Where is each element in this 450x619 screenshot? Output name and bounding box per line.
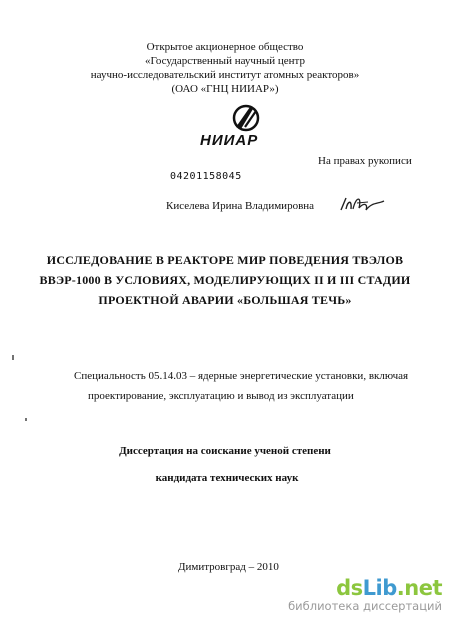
author-name: Киселева Ирина Владимировна: [166, 200, 315, 212]
city-year: Димитровград – 2010: [178, 561, 279, 573]
dissertation-title-line-1: ИССЛЕДОВАНИЕ В РЕАКТОРЕ МИР ПОВЕДЕНИЯ ТВЭЛОВ: [46, 253, 404, 267]
organization-line-4: (ОАО «ГНЦ НИИАР»): [171, 83, 279, 95]
registration-code: 04201158045: [170, 171, 242, 182]
manuscript-rights-label: На правах рукописи: [318, 155, 412, 167]
degree-line-2: кандидата технических наук: [155, 472, 299, 484]
niiar-logo-text: НИИАР: [200, 132, 259, 149]
organization-line-3: научно-исследовательский институт атомных реакторов»: [90, 69, 360, 81]
dslib-watermark: [288, 577, 442, 613]
dslib-subtitle: библиотека диссертаций: [288, 599, 442, 613]
dissertation-title-line-2: ВВЭР-1000 В УСЛОВИЯХ, МОДЕЛИРУЮЩИХ II И III СТАДИИ: [39, 273, 411, 287]
dissertation-title-line-3: ПРОЕКТНОЙ АВАРИИ «БОЛЬШАЯ ТЕЧЬ»: [98, 293, 352, 307]
dslib-logo-lib: Lib: [362, 576, 397, 600]
organization-line-1: Открытое акционерное общество: [146, 41, 304, 53]
degree-line-1: Диссертация на соискание ученой степени: [119, 445, 331, 457]
dslib-logo-net: .net: [396, 576, 442, 600]
specialty-line-2: проектирование, эксплуатацию и вывод из эксплуатации: [88, 390, 354, 402]
specialty-line-1: Специальность 05.14.03 – ядерные энергетические установки, включая: [74, 370, 409, 382]
dslib-logo-ds: ds: [336, 576, 363, 600]
organization-line-2: «Государственный научный центр: [145, 55, 305, 67]
dslib-logo: [288, 577, 442, 599]
